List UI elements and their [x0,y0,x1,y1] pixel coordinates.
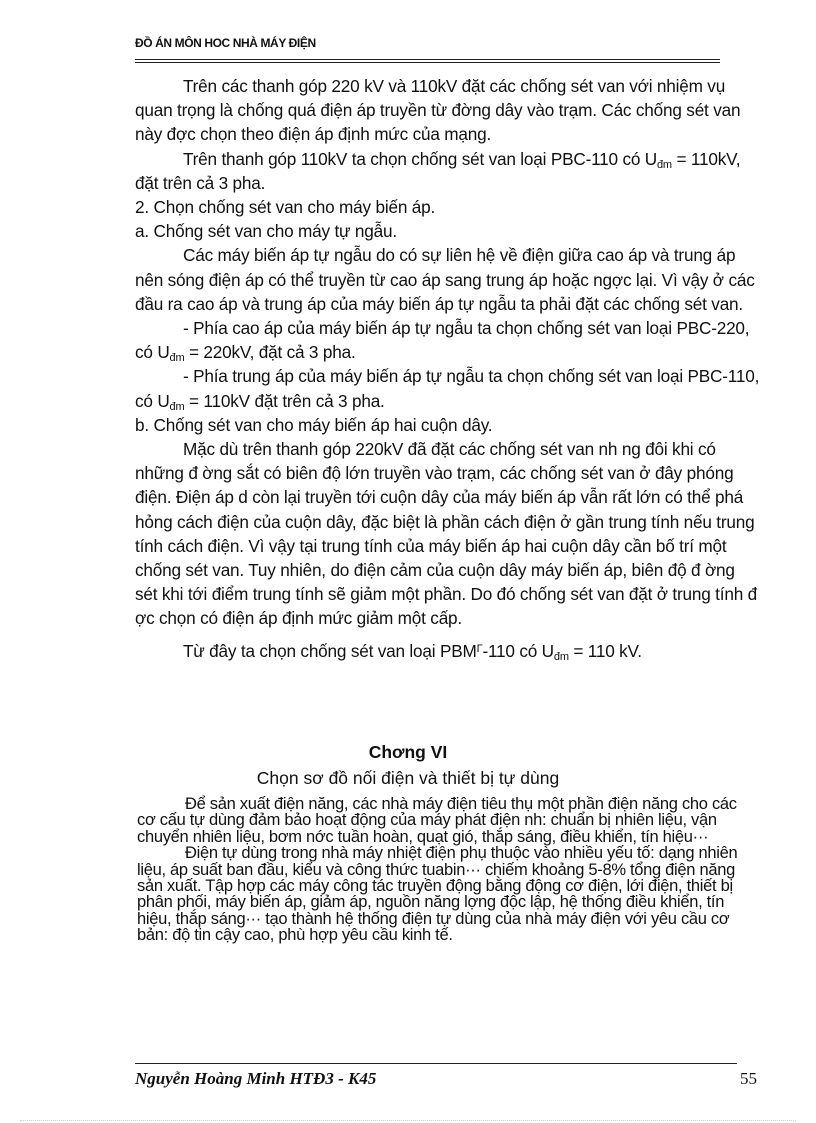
header-divider [135,59,720,63]
list-item: - Phía cao áp của máy biến áp tự ngẫu ta chọn chống sét van loại PBC-220, có $U_{đm} = 220kV$, đặt cả 3 pha. [135,318,750,365]
footer-divider [135,1063,737,1064]
bottom-border [20,1120,796,1121]
paragraph: Để sản xuất điện năng, các nhà máy điện tiêu thụ một phần điện năng cho các cơ cấu tự dùng đảm bảo hoạt động của máy phát điện nh: chuẩn bị nhiên liệu, vận chuyển nhiên liệu, bơm nớc tuần hoàn, quạt gió, thắp sáng, điều khiển, tín hiệu··· [137,795,737,846]
paragraph: Mặc dù trên thanh góp 220kV đã đặt các chống sét van nh ng đôi khi có những đ ờng sắt có biên độ lớn truyền vào trạm, các chống sét van ở đây phóng điện. Điện áp d còn lại truyền tới cuộn dây của máy biến áp vẫn rất lớn có thể phá hỏng cách điện của cuộn dây, đặc biệt là phần cách điện ở gần trung tính nếu trung tính cách điện. Vì vậy tại trung tính của máy biến áp hai cuộn dây cần bố trí một chống sét van. Tuy nhiên, do điện cảm của cuộn dây máy biến áp, biên độ đ ờng sét khi tới điểm trung tính sẽ giảm một phần. Do đó chống sét van đặt ở trung tính đ ợc chọn có điện áp định mức giảm một cấp. [135,439,757,629]
paragraph: Trên các thanh góp 220 kV và 110kV đặt các chống sét van với nhiệm vụ quan trọng là chống quá điện áp truyền từ đờng dây vào trạm. Các chống sét van này đợc chọn theo điện áp định mức của mạng. [135,76,741,145]
section-heading: 2. Chọn chống sét van cho máy biến áp. [135,197,436,218]
paragraph: Từ đây ta chọn chống sét van loại $PBM^\Gamma-110$ có $U_{đm} = 110$ kV. [183,640,642,663]
paragraph: Trên thanh góp 110kV ta chọn chống sét van loại PBC-110 có $U_{đm} = 110kV$, đặt trên cả 3 pha. [135,148,741,193]
paragraph: Điện tự dùng trong nhà máy nhiệt điện phụ thuộc vào nhiều yếu tố: dạng nhiên liệu, áp suất ban đầu, kiểu và công thức tuabin··· chiếm khoảng 5-8% tổng điện năng sản xuất. Tập hợp các máy công tác truyền động bằng động cơ điện, lới điện, thiết bị phân phối, máy biến áp, giảm áp, nguồn năng lợng độc lập, hệ thống điều khiển, tín hiệu, thắp sáng··· tạo thành hệ thống điện tự dùng của nhà máy điện với yêu cầu cơ bản: độ tin cậy cao, phù hợp yêu cầu kinh tế. [137,844,738,945]
footer-author: Nguyễn Hoàng Minh HTĐ3 - K45 [135,1069,377,1088]
chapter-subtitle: Chọn sơ đồ nối điện và thiết bị tự dùng [256,768,560,788]
chapter-title: Chơng VI [368,742,448,762]
subsection-heading: b. Chống sét van cho máy biến áp hai cuộn dây. [135,414,493,435]
paragraph: Các máy biến áp tự ngẫu do có sự liên hệ về điện giữa cao áp và trung áp nên sóng điện áp có thể truyền từ cao áp sang trung áp hoặc ngợc lại. Vì vậy ở các đầu ra cao áp và trung áp của máy biến áp tự ngẫu ta phải đặt các chống sét van. [135,245,755,314]
list-item: - Phía trung áp của máy biến áp tự ngẫu ta chọn chống sét van loại PBC-110, có $U_{đm} = 110kV$ đặt trên cả 3 pha. [135,366,760,413]
subsection-heading: a. Chống sét van cho máy tự ngẫu. [135,221,397,242]
main-text [135,74,760,663]
page-number: 55 [740,1069,757,1088]
section-text [137,796,757,944]
page-header-title: ĐỒ ÁN MÔN HOC NHÀ MÁY ĐIỆN [135,36,316,50]
